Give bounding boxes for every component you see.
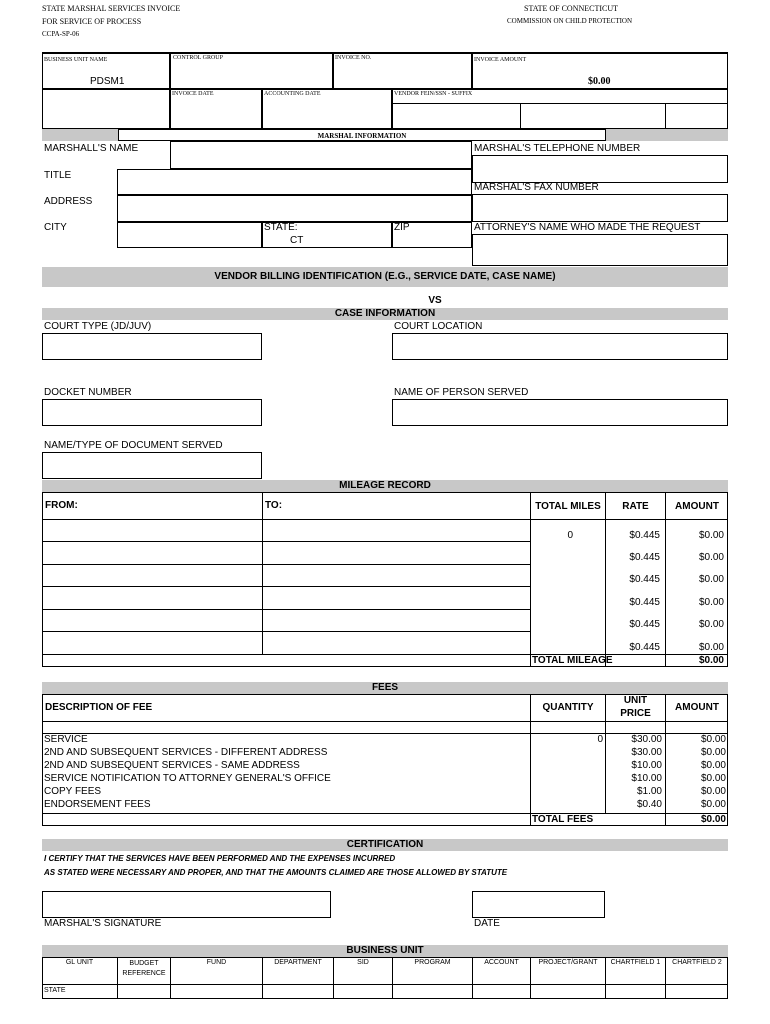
mileage-amount: $0.00 bbox=[698, 597, 724, 608]
invoice-amount-value: $0.00 bbox=[588, 76, 611, 87]
fee-price: $1.00 bbox=[636, 786, 662, 797]
fax-label: MARSHAL'S FAX NUMBER bbox=[474, 182, 599, 193]
row-line bbox=[42, 541, 530, 542]
title-label: TITLE bbox=[44, 170, 72, 181]
court-type-input[interactable] bbox=[42, 333, 262, 360]
col-line bbox=[262, 492, 263, 654]
vs-text: VS bbox=[428, 295, 442, 306]
amount-label: AMOUNT bbox=[675, 501, 719, 512]
section-case-information: CASE INFORMATION bbox=[42, 308, 728, 320]
fee-amount: $0.00 bbox=[700, 747, 726, 758]
marshal-name-input[interactable] bbox=[170, 141, 472, 169]
shade bbox=[606, 129, 728, 141]
city-input[interactable] bbox=[117, 222, 262, 248]
to-label: TO: bbox=[265, 500, 283, 511]
fee-desc: SERVICE bbox=[44, 734, 88, 745]
phone-label: MARSHAL'S TELEPHONE NUMBER bbox=[474, 143, 641, 154]
col-chartfield-2: CHARTFIELD 2 bbox=[672, 959, 722, 966]
document-input[interactable] bbox=[42, 452, 262, 479]
city-label: CITY bbox=[44, 222, 67, 233]
section-fees: FEES bbox=[42, 682, 728, 694]
fee-price: $30.00 bbox=[631, 747, 662, 758]
section-vendor-billing: VENDOR BILLING IDENTIFICATION (E.G., SERVICE DATE, CASE NAME) bbox=[42, 267, 728, 287]
attorney-label: ATTORNEY'S NAME WHO MADE THE REQUEST bbox=[474, 222, 701, 233]
attorney-input[interactable] bbox=[472, 234, 728, 266]
marshal-name-label: MARSHALL'S NAME bbox=[44, 143, 139, 154]
row-line bbox=[42, 654, 728, 655]
mileage-amount: $0.00 bbox=[698, 574, 724, 585]
fee-desc: ENDORSEMENT FEES bbox=[44, 799, 151, 810]
court-location-input[interactable] bbox=[392, 333, 728, 360]
col-line bbox=[530, 694, 531, 826]
col-account: ACCOUNT bbox=[484, 959, 519, 966]
form-number: CCPA-SP-06 bbox=[42, 30, 80, 38]
from-label: FROM: bbox=[45, 500, 78, 511]
col-sid: SID bbox=[357, 959, 369, 966]
fee-qty-label: QUANTITY bbox=[542, 702, 594, 713]
col-fund: FUND bbox=[206, 959, 227, 966]
zip-label: ZIP bbox=[394, 222, 410, 233]
docket-input[interactable] bbox=[42, 399, 262, 426]
court-location-label: COURT LOCATION bbox=[394, 321, 483, 332]
signature-input[interactable] bbox=[42, 891, 331, 918]
document-label: NAME/TYPE OF DOCUMENT SERVED bbox=[44, 440, 223, 451]
state-value: CT bbox=[290, 235, 304, 246]
person-served-input[interactable] bbox=[392, 399, 728, 426]
fee-desc: SERVICE NOTIFICATION TO ATTORNEY GENERAL'S OFFICE bbox=[44, 773, 331, 784]
col-gl-unit: GL UNIT bbox=[65, 959, 94, 966]
control-group-label: CONTROL GROUP bbox=[173, 55, 223, 61]
col-budget-reference: BUDGET REFERENCE bbox=[122, 960, 166, 977]
total-miles-label: TOTAL MILES bbox=[535, 501, 601, 512]
section-business-unit: BUSINESS UNIT bbox=[42, 945, 728, 957]
fee-amount: $0.00 bbox=[700, 799, 726, 810]
fee-price: $10.00 bbox=[631, 773, 662, 784]
date-label: DATE bbox=[474, 918, 500, 929]
fee-amount: $0.00 bbox=[700, 734, 726, 745]
accounting-date-label: ACCOUNTING DATE bbox=[264, 91, 321, 97]
state-row-label: STATE bbox=[44, 987, 66, 994]
mileage-amount: $0.00 bbox=[698, 642, 724, 653]
mileage-rate: $0.445 bbox=[629, 552, 660, 563]
fee-amount: $0.00 bbox=[700, 773, 726, 784]
fee-qty: 0 bbox=[597, 734, 603, 745]
row-line bbox=[42, 564, 530, 565]
col-department: DEPARTMENT bbox=[274, 959, 322, 966]
header-subtitle: FOR SERVICE OF PROCESS bbox=[42, 17, 142, 26]
shade bbox=[42, 129, 118, 141]
certification-line-1: I CERTIFY THAT THE SERVICES HAVE BEEN PERFORMED AND THE EXPENSES INCURRED bbox=[44, 854, 396, 863]
col-program: PROGRAM bbox=[414, 959, 451, 966]
col-project-grant: PROJECT/GRANT bbox=[538, 959, 598, 966]
row-line bbox=[42, 721, 728, 722]
phone-input[interactable] bbox=[472, 155, 728, 183]
person-served-label: NAME OF PERSON SERVED bbox=[394, 387, 529, 398]
row-line bbox=[42, 813, 728, 814]
fee-price: $30.00 bbox=[631, 734, 662, 745]
rate-label: RATE bbox=[622, 501, 649, 512]
vendor-divider bbox=[392, 103, 728, 104]
fee-desc: 2ND AND SUBSEQUENT SERVICES - SAME ADDRESS bbox=[44, 760, 300, 771]
fee-desc-label: DESCRIPTION OF FEE bbox=[45, 702, 153, 713]
fee-desc: COPY FEES bbox=[44, 786, 102, 797]
mileage-rate: $0.445 bbox=[629, 619, 660, 630]
row-line bbox=[42, 984, 728, 985]
header-title: STATE MARSHAL SERVICES INVOICE bbox=[42, 4, 181, 13]
address-input[interactable] bbox=[117, 195, 472, 222]
mileage-amount: $0.00 bbox=[698, 530, 724, 541]
section-mileage-record: MILEAGE RECORD bbox=[42, 480, 728, 492]
certification-line-2: AS STATED WERE NECESSARY AND PROPER, AND THAT THE AMOUNTS CLAIMED ARE THOSE ALLOWED BY STATUTE bbox=[44, 868, 508, 877]
title-input[interactable] bbox=[117, 169, 472, 195]
fee-desc: 2ND AND SUBSEQUENT SERVICES - DIFFERENT ADDRESS bbox=[44, 747, 328, 758]
header-agency: COMMISSION ON CHILD PROTECTION bbox=[507, 17, 633, 25]
invoice-no-label: INVOICE NO. bbox=[335, 55, 372, 61]
row-line bbox=[42, 586, 530, 587]
col-chartfield-1: CHARTFIELD 1 bbox=[610, 959, 661, 966]
signature-label: MARSHAL'S SIGNATURE bbox=[44, 918, 162, 929]
mileage-miles: 0 bbox=[567, 530, 573, 541]
mileage-rate: $0.445 bbox=[629, 574, 660, 585]
mileage-rate: $0.445 bbox=[629, 530, 660, 541]
mileage-amount: $0.00 bbox=[698, 552, 724, 563]
mileage-rate: $0.445 bbox=[629, 597, 660, 608]
mileage-rate: $0.445 bbox=[629, 642, 660, 653]
fee-unit-label: UNIT bbox=[623, 695, 648, 706]
section-marshal-information: MARSHAL INFORMATION bbox=[118, 129, 606, 141]
row-line bbox=[42, 631, 530, 632]
business-unit-value: PDSM1 bbox=[90, 76, 125, 87]
vendor-label: VENDOR FEIN/SSN - SUFFIX bbox=[394, 91, 473, 97]
total-fees-label: TOTAL FEES bbox=[532, 814, 594, 825]
vendor-divider bbox=[665, 103, 666, 129]
header-state: STATE OF CONNECTICUT bbox=[524, 4, 619, 13]
date-input[interactable] bbox=[472, 891, 605, 918]
state-label: STATE: bbox=[264, 222, 298, 233]
total-fees-value: $0.00 bbox=[700, 814, 726, 825]
fee-price: $0.40 bbox=[636, 799, 662, 810]
fee-price-label: PRICE bbox=[620, 708, 651, 719]
invoice-amount-label: INVOICE AMOUNT bbox=[474, 57, 527, 63]
fax-input[interactable] bbox=[472, 194, 728, 222]
vendor-divider bbox=[520, 103, 521, 129]
total-mileage-label: TOTAL MILEAGE bbox=[532, 655, 613, 666]
mileage-amount: $0.00 bbox=[698, 619, 724, 630]
section-certification: CERTIFICATION bbox=[42, 839, 728, 851]
fee-amount: $0.00 bbox=[700, 786, 726, 797]
court-type-label: COURT TYPE (JD/JUV) bbox=[44, 321, 152, 332]
address-label: ADDRESS bbox=[44, 196, 93, 207]
docket-label: DOCKET NUMBER bbox=[44, 387, 132, 398]
fee-amount: $0.00 bbox=[700, 760, 726, 771]
business-unit-label: BUSINESS UNIT NAME bbox=[44, 57, 108, 63]
fee-amount-label: AMOUNT bbox=[675, 702, 719, 713]
row-line bbox=[42, 609, 530, 610]
fee-price: $10.00 bbox=[631, 760, 662, 771]
invoice-date-label: INVOICE DATE bbox=[172, 91, 214, 97]
total-mileage-value: $0.00 bbox=[698, 655, 724, 666]
blank-cell bbox=[42, 89, 170, 129]
row-line bbox=[42, 519, 728, 520]
